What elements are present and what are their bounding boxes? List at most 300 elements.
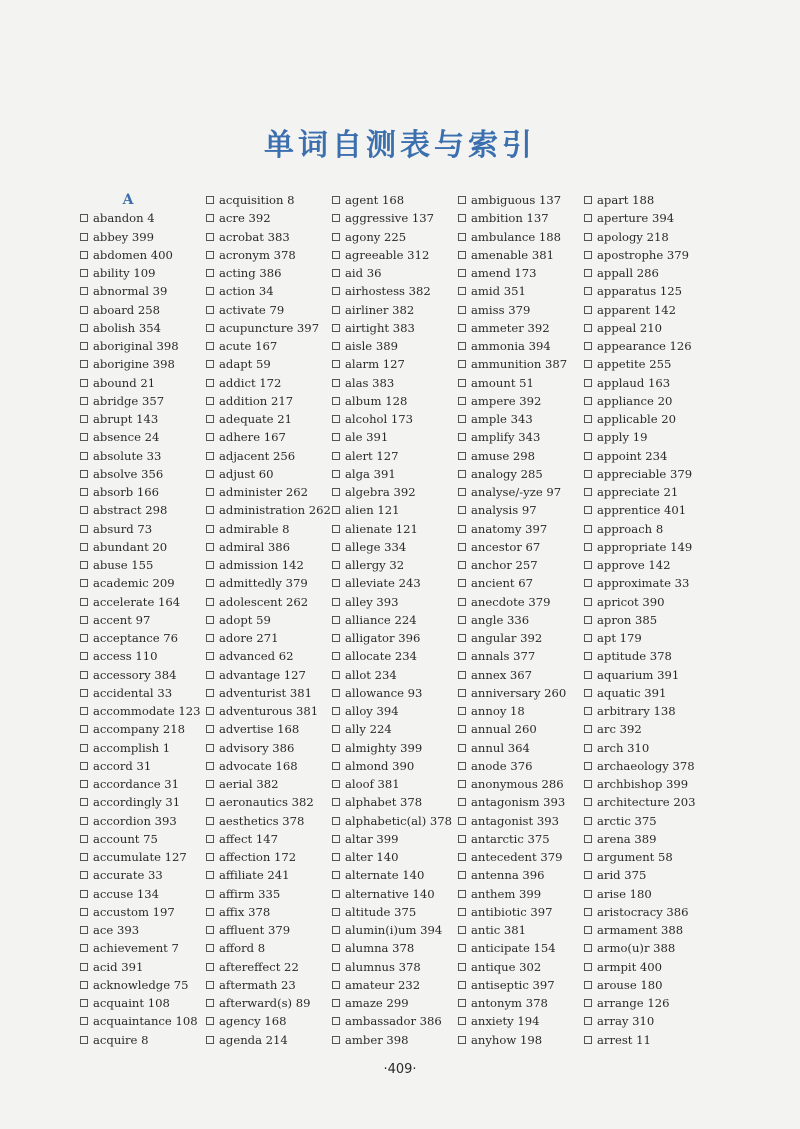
checkbox-icon[interactable] xyxy=(206,780,214,788)
entry-text: arc 392 xyxy=(597,722,642,737)
checkbox-icon[interactable] xyxy=(584,798,592,806)
index-entry xyxy=(458,903,586,921)
checkbox-icon[interactable] xyxy=(206,1017,214,1025)
checkbox-icon[interactable] xyxy=(80,397,88,405)
index-entry xyxy=(458,228,586,246)
checkbox-icon[interactable] xyxy=(458,798,466,806)
checkbox-icon[interactable] xyxy=(458,890,466,898)
checkbox-icon[interactable] xyxy=(332,926,340,934)
checkbox-icon[interactable] xyxy=(584,652,592,660)
index-entry xyxy=(206,848,334,866)
checkbox-icon[interactable] xyxy=(458,324,466,332)
entry-text: advocate 168 xyxy=(219,758,298,773)
checkbox-icon[interactable] xyxy=(458,835,466,843)
checkbox-icon[interactable] xyxy=(332,798,340,806)
checkbox-icon[interactable] xyxy=(206,944,214,952)
index-entry xyxy=(332,666,460,684)
checkbox-icon[interactable] xyxy=(206,506,214,514)
checkbox-icon[interactable] xyxy=(80,981,88,989)
checkbox-icon[interactable] xyxy=(584,233,592,241)
checkbox-icon[interactable] xyxy=(458,908,466,916)
entry-text: angular 392 xyxy=(471,631,543,645)
checkbox-icon[interactable] xyxy=(584,415,592,423)
entry-text: argument 58 xyxy=(597,850,673,864)
checkbox-icon[interactable] xyxy=(80,725,88,733)
checkbox-icon[interactable] xyxy=(80,251,88,259)
checkbox-icon[interactable] xyxy=(80,707,88,715)
checkbox-icon[interactable] xyxy=(206,981,214,989)
checkbox-icon[interactable] xyxy=(206,324,214,332)
checkbox-icon[interactable] xyxy=(206,452,214,460)
checkbox-icon[interactable] xyxy=(206,652,214,660)
checkbox-icon[interactable] xyxy=(206,561,214,569)
checkbox-icon[interactable] xyxy=(584,871,592,879)
checkbox-icon[interactable] xyxy=(80,835,88,843)
checkbox-icon[interactable] xyxy=(458,671,466,679)
index-entry xyxy=(332,812,460,830)
checkbox-icon[interactable] xyxy=(458,926,466,934)
checkbox-icon[interactable] xyxy=(80,944,88,952)
checkbox-icon[interactable] xyxy=(206,543,214,551)
checkbox-icon[interactable] xyxy=(80,1017,88,1025)
checkbox-icon[interactable] xyxy=(80,671,88,679)
checkbox-icon[interactable] xyxy=(332,890,340,898)
checkbox-icon[interactable] xyxy=(206,926,214,934)
entry-text: aperture 394 xyxy=(597,211,675,226)
checkbox-icon[interactable] xyxy=(584,817,592,825)
checkbox-icon[interactable] xyxy=(584,433,592,441)
entry-text: algebra 392 xyxy=(345,485,416,499)
checkbox-icon[interactable] xyxy=(332,452,340,460)
checkbox-icon[interactable] xyxy=(332,397,340,405)
checkbox-icon[interactable] xyxy=(332,506,340,514)
checkbox-icon[interactable] xyxy=(458,214,466,222)
checkbox-icon[interactable] xyxy=(80,269,88,277)
checkbox-icon[interactable] xyxy=(206,269,214,277)
checkbox-icon[interactable] xyxy=(332,561,340,569)
entry-text: affection 172 xyxy=(219,850,297,864)
checkbox-icon[interactable] xyxy=(332,963,340,971)
checkbox-icon[interactable] xyxy=(458,981,466,989)
checkbox-icon[interactable] xyxy=(206,251,214,259)
checkbox-icon[interactable] xyxy=(458,525,466,533)
entry-text: alert 127 xyxy=(345,448,399,463)
checkbox-icon[interactable] xyxy=(584,342,592,350)
checkbox-icon[interactable] xyxy=(80,689,88,697)
checkbox-icon[interactable] xyxy=(332,780,340,788)
checkbox-icon[interactable] xyxy=(206,306,214,314)
checkbox-icon[interactable] xyxy=(80,360,88,368)
checkbox-icon[interactable] xyxy=(458,999,466,1007)
checkbox-icon[interactable] xyxy=(584,744,592,752)
checkbox-icon[interactable] xyxy=(584,488,592,496)
index-entry xyxy=(80,228,208,246)
checkbox-icon[interactable] xyxy=(80,506,88,514)
checkbox-icon[interactable] xyxy=(458,963,466,971)
entry-text: antarctic 375 xyxy=(471,831,550,846)
checkbox-icon[interactable] xyxy=(80,853,88,861)
entry-text: affirm 335 xyxy=(219,886,281,901)
index-entry xyxy=(206,501,334,519)
checkbox-icon[interactable] xyxy=(332,251,340,259)
checkbox-icon[interactable] xyxy=(332,579,340,587)
index-entry xyxy=(332,903,460,921)
checkbox-icon[interactable] xyxy=(80,652,88,660)
checkbox-icon[interactable] xyxy=(80,470,88,478)
index-entry xyxy=(80,428,208,446)
checkbox-icon[interactable] xyxy=(80,488,88,496)
index-entry xyxy=(332,301,460,319)
entry-text: amateur 232 xyxy=(345,977,421,992)
checkbox-icon[interactable] xyxy=(80,817,88,825)
checkbox-icon[interactable] xyxy=(80,233,88,241)
checkbox-icon[interactable] xyxy=(206,908,214,916)
checkbox-icon[interactable] xyxy=(206,287,214,295)
checkbox-icon[interactable] xyxy=(80,324,88,332)
checkbox-icon[interactable] xyxy=(80,999,88,1007)
checkbox-icon[interactable] xyxy=(332,233,340,241)
checkbox-icon[interactable] xyxy=(584,707,592,715)
checkbox-icon[interactable] xyxy=(458,306,466,314)
checkbox-icon[interactable] xyxy=(458,762,466,770)
checkbox-icon[interactable] xyxy=(332,214,340,222)
checkbox-icon[interactable] xyxy=(584,835,592,843)
checkbox-icon[interactable] xyxy=(80,616,88,624)
checkbox-icon[interactable] xyxy=(332,360,340,368)
entry-text: aftereffect 22 xyxy=(219,959,299,974)
checkbox-icon[interactable] xyxy=(206,488,214,496)
checkbox-icon[interactable] xyxy=(206,634,214,642)
checkbox-icon[interactable] xyxy=(458,506,466,514)
checkbox-icon[interactable] xyxy=(584,616,592,624)
checkbox-icon[interactable] xyxy=(80,342,88,350)
checkbox-icon[interactable] xyxy=(80,415,88,423)
index-entry xyxy=(332,374,460,392)
checkbox-icon[interactable] xyxy=(584,452,592,460)
checkbox-icon[interactable] xyxy=(332,671,340,679)
checkbox-icon[interactable] xyxy=(584,379,592,387)
checkbox-icon[interactable] xyxy=(584,214,592,222)
entry-text: absolute 33 xyxy=(93,448,162,463)
checkbox-icon[interactable] xyxy=(584,725,592,733)
checkbox-icon[interactable] xyxy=(206,963,214,971)
checkbox-icon[interactable] xyxy=(458,269,466,277)
checkbox-icon[interactable] xyxy=(458,780,466,788)
checkbox-icon[interactable] xyxy=(80,379,88,387)
checkbox-icon[interactable] xyxy=(206,579,214,587)
checkbox-icon[interactable] xyxy=(332,269,340,277)
checkbox-icon[interactable] xyxy=(206,360,214,368)
checkbox-icon[interactable] xyxy=(584,671,592,679)
checkbox-icon[interactable] xyxy=(584,269,592,277)
entry-text: alphabetic(al) 378 xyxy=(345,813,453,828)
checkbox-icon[interactable] xyxy=(206,871,214,879)
checkbox-icon[interactable] xyxy=(584,561,592,569)
checkbox-icon[interactable] xyxy=(332,287,340,295)
checkbox-icon[interactable] xyxy=(458,725,466,733)
checkbox-icon[interactable] xyxy=(332,817,340,825)
checkbox-icon[interactable] xyxy=(458,853,466,861)
checkbox-icon[interactable] xyxy=(206,397,214,405)
checkbox-icon[interactable] xyxy=(458,616,466,624)
checkbox-icon[interactable] xyxy=(584,470,592,478)
checkbox-icon[interactable] xyxy=(584,689,592,697)
checkbox-icon[interactable] xyxy=(584,579,592,587)
checkbox-icon[interactable] xyxy=(80,214,88,222)
checkbox-icon[interactable] xyxy=(332,543,340,551)
checkbox-icon[interactable] xyxy=(584,598,592,606)
index-entry xyxy=(584,447,712,465)
checkbox-icon[interactable] xyxy=(80,634,88,642)
checkbox-icon[interactable] xyxy=(80,926,88,934)
checkbox-icon[interactable] xyxy=(206,744,214,752)
checkbox-icon[interactable] xyxy=(458,470,466,478)
entry-text: armpit 400 xyxy=(597,959,663,974)
checkbox-icon[interactable] xyxy=(584,944,592,952)
entry-text: aerial 382 xyxy=(219,777,279,791)
checkbox-icon[interactable] xyxy=(584,506,592,514)
checkbox-icon[interactable] xyxy=(80,744,88,752)
checkbox-icon[interactable] xyxy=(206,671,214,679)
entry-text: ally 224 xyxy=(345,722,392,737)
checkbox-icon[interactable] xyxy=(80,780,88,788)
checkbox-icon[interactable] xyxy=(206,616,214,624)
index-entry xyxy=(206,812,334,830)
checkbox-icon[interactable] xyxy=(332,1017,340,1025)
checkbox-icon[interactable] xyxy=(458,360,466,368)
page-title: 单词自测表与索引 xyxy=(264,128,536,163)
checkbox-icon[interactable] xyxy=(458,233,466,241)
checkbox-icon[interactable] xyxy=(458,744,466,752)
index-entry xyxy=(332,866,460,884)
checkbox-icon[interactable] xyxy=(206,233,214,241)
entry-text: ammeter 392 xyxy=(471,320,550,335)
entry-text: aptitude 378 xyxy=(597,649,672,664)
index-entry xyxy=(206,264,334,282)
checkbox-icon[interactable] xyxy=(80,798,88,806)
checkbox-icon[interactable] xyxy=(80,452,88,460)
entry-text: alumna 378 xyxy=(345,941,415,956)
checkbox-icon[interactable] xyxy=(80,433,88,441)
checkbox-icon[interactable] xyxy=(206,525,214,533)
checkbox-icon[interactable] xyxy=(332,689,340,697)
index-entry xyxy=(332,593,460,611)
checkbox-icon[interactable] xyxy=(206,196,214,204)
checkbox-icon[interactable] xyxy=(458,817,466,825)
checkbox-icon[interactable] xyxy=(80,306,88,314)
checkbox-icon[interactable] xyxy=(206,835,214,843)
checkbox-icon[interactable] xyxy=(206,762,214,770)
checkbox-icon[interactable] xyxy=(332,981,340,989)
checkbox-icon[interactable] xyxy=(206,342,214,350)
checkbox-icon[interactable] xyxy=(80,525,88,533)
checkbox-icon[interactable] xyxy=(80,871,88,879)
checkbox-icon[interactable] xyxy=(458,871,466,879)
checkbox-icon[interactable] xyxy=(458,944,466,952)
checkbox-icon[interactable] xyxy=(206,415,214,423)
checkbox-icon[interactable] xyxy=(332,762,340,770)
checkbox-icon[interactable] xyxy=(584,853,592,861)
checkbox-icon[interactable] xyxy=(332,1036,340,1044)
checkbox-icon[interactable] xyxy=(584,780,592,788)
checkbox-icon[interactable] xyxy=(458,415,466,423)
checkbox-icon[interactable] xyxy=(332,944,340,952)
checkbox-icon[interactable] xyxy=(332,306,340,314)
checkbox-icon[interactable] xyxy=(458,251,466,259)
checkbox-icon[interactable] xyxy=(332,871,340,879)
checkbox-icon[interactable] xyxy=(584,1017,592,1025)
checkbox-icon[interactable] xyxy=(458,488,466,496)
checkbox-icon[interactable] xyxy=(458,598,466,606)
checkbox-icon[interactable] xyxy=(80,287,88,295)
checkbox-icon[interactable] xyxy=(80,1036,88,1044)
checkbox-icon[interactable] xyxy=(458,707,466,715)
entry-text: agreeable 312 xyxy=(345,247,430,262)
entry-text: anticipate 154 xyxy=(471,941,556,956)
checkbox-icon[interactable] xyxy=(80,908,88,916)
checkbox-icon[interactable] xyxy=(584,762,592,770)
checkbox-icon[interactable] xyxy=(332,634,340,642)
checkbox-icon[interactable] xyxy=(80,890,88,898)
index-entry xyxy=(206,921,334,939)
index-entry xyxy=(458,282,586,300)
checkbox-icon[interactable] xyxy=(458,452,466,460)
checkbox-icon[interactable] xyxy=(458,543,466,551)
entry-text: armament 388 xyxy=(597,923,684,937)
index-entry xyxy=(584,994,712,1012)
checkbox-icon[interactable] xyxy=(584,890,592,898)
checkbox-icon[interactable] xyxy=(458,196,466,204)
index-entry xyxy=(458,447,586,465)
checkbox-icon[interactable] xyxy=(80,762,88,770)
index-entry xyxy=(80,282,208,300)
checkbox-icon[interactable] xyxy=(332,652,340,660)
checkbox-icon[interactable] xyxy=(206,725,214,733)
checkbox-icon[interactable] xyxy=(332,488,340,496)
entry-text: agony 225 xyxy=(345,229,407,244)
checkbox-icon[interactable] xyxy=(584,963,592,971)
checkbox-icon[interactable] xyxy=(458,287,466,295)
checkbox-icon[interactable] xyxy=(458,652,466,660)
checkbox-icon[interactable] xyxy=(206,470,214,478)
checkbox-icon[interactable] xyxy=(332,379,340,387)
checkbox-icon[interactable] xyxy=(584,999,592,1007)
checkbox-icon[interactable] xyxy=(206,598,214,606)
checkbox-icon[interactable] xyxy=(458,379,466,387)
checkbox-icon[interactable] xyxy=(458,579,466,587)
entry-text: accumulate 127 xyxy=(93,850,187,864)
checkbox-icon[interactable] xyxy=(458,342,466,350)
checkbox-icon[interactable] xyxy=(458,1017,466,1025)
checkbox-icon[interactable] xyxy=(206,379,214,387)
checkbox-icon[interactable] xyxy=(332,342,340,350)
entry-text: altitude 375 xyxy=(345,904,417,919)
checkbox-icon[interactable] xyxy=(584,525,592,533)
checkbox-icon[interactable] xyxy=(584,926,592,934)
entry-text: amaze 299 xyxy=(345,996,409,1010)
entry-text: arid 375 xyxy=(597,868,647,883)
entry-text: antagonism 393 xyxy=(471,795,566,810)
checkbox-icon[interactable] xyxy=(206,689,214,697)
checkbox-icon[interactable] xyxy=(80,561,88,569)
checkbox-icon[interactable] xyxy=(206,817,214,825)
checkbox-icon[interactable] xyxy=(584,360,592,368)
checkbox-icon[interactable] xyxy=(332,999,340,1007)
checkbox-icon[interactable] xyxy=(80,543,88,551)
entry-text: alternate 140 xyxy=(345,868,425,883)
checkbox-icon[interactable] xyxy=(584,287,592,295)
checkbox-icon[interactable] xyxy=(80,598,88,606)
checkbox-icon[interactable] xyxy=(206,890,214,898)
checkbox-icon[interactable] xyxy=(584,908,592,916)
checkbox-icon[interactable] xyxy=(584,306,592,314)
entry-text: anatomy 397 xyxy=(471,521,548,536)
checkbox-icon[interactable] xyxy=(332,415,340,423)
entry-text: appeal 210 xyxy=(597,320,663,335)
checkbox-icon[interactable] xyxy=(458,689,466,697)
entry-text: applicable 20 xyxy=(597,412,677,426)
checkbox-icon[interactable] xyxy=(332,525,340,533)
checkbox-icon[interactable] xyxy=(458,634,466,642)
checkbox-icon[interactable] xyxy=(206,798,214,806)
checkbox-icon[interactable] xyxy=(584,981,592,989)
checkbox-icon[interactable] xyxy=(584,543,592,551)
entry-text: arch 310 xyxy=(597,740,650,755)
checkbox-icon[interactable] xyxy=(584,634,592,642)
index-entry xyxy=(206,355,334,373)
checkbox-icon[interactable] xyxy=(458,433,466,441)
checkbox-icon[interactable] xyxy=(584,397,592,405)
checkbox-icon[interactable] xyxy=(80,579,88,587)
checkbox-icon[interactable] xyxy=(584,1036,592,1044)
checkbox-icon[interactable] xyxy=(332,324,340,332)
checkbox-icon[interactable] xyxy=(584,324,592,332)
checkbox-icon[interactable] xyxy=(206,433,214,441)
checkbox-icon[interactable] xyxy=(332,616,340,624)
entry-text: abound 21 xyxy=(93,375,156,390)
checkbox-icon[interactable] xyxy=(584,196,592,204)
checkbox-icon[interactable] xyxy=(206,214,214,222)
checkbox-icon[interactable] xyxy=(80,963,88,971)
checkbox-icon[interactable] xyxy=(332,707,340,715)
checkbox-icon[interactable] xyxy=(332,908,340,916)
index-entry xyxy=(206,647,334,665)
checkbox-icon[interactable] xyxy=(332,853,340,861)
checkbox-icon[interactable] xyxy=(206,707,214,715)
index-entry xyxy=(584,629,712,647)
entry-text: armo(u)r 388 xyxy=(597,941,676,956)
checkbox-icon[interactable] xyxy=(206,853,214,861)
checkbox-icon[interactable] xyxy=(206,999,214,1007)
checkbox-icon[interactable] xyxy=(332,470,340,478)
checkbox-icon[interactable] xyxy=(584,251,592,259)
index-entry xyxy=(332,392,460,410)
checkbox-icon[interactable] xyxy=(332,835,340,843)
checkbox-icon[interactable] xyxy=(332,725,340,733)
checkbox-icon[interactable] xyxy=(458,397,466,405)
checkbox-icon[interactable] xyxy=(206,1036,214,1044)
checkbox-icon[interactable] xyxy=(458,1036,466,1044)
checkbox-icon[interactable] xyxy=(332,744,340,752)
index-entry xyxy=(206,739,334,757)
entry-text: antagonist 393 xyxy=(471,813,559,828)
checkbox-icon[interactable] xyxy=(332,598,340,606)
entry-text: agency 168 xyxy=(219,1014,287,1029)
checkbox-icon[interactable] xyxy=(332,433,340,441)
checkbox-icon[interactable] xyxy=(458,561,466,569)
checkbox-icon[interactable] xyxy=(332,196,340,204)
index-entry xyxy=(206,903,334,921)
